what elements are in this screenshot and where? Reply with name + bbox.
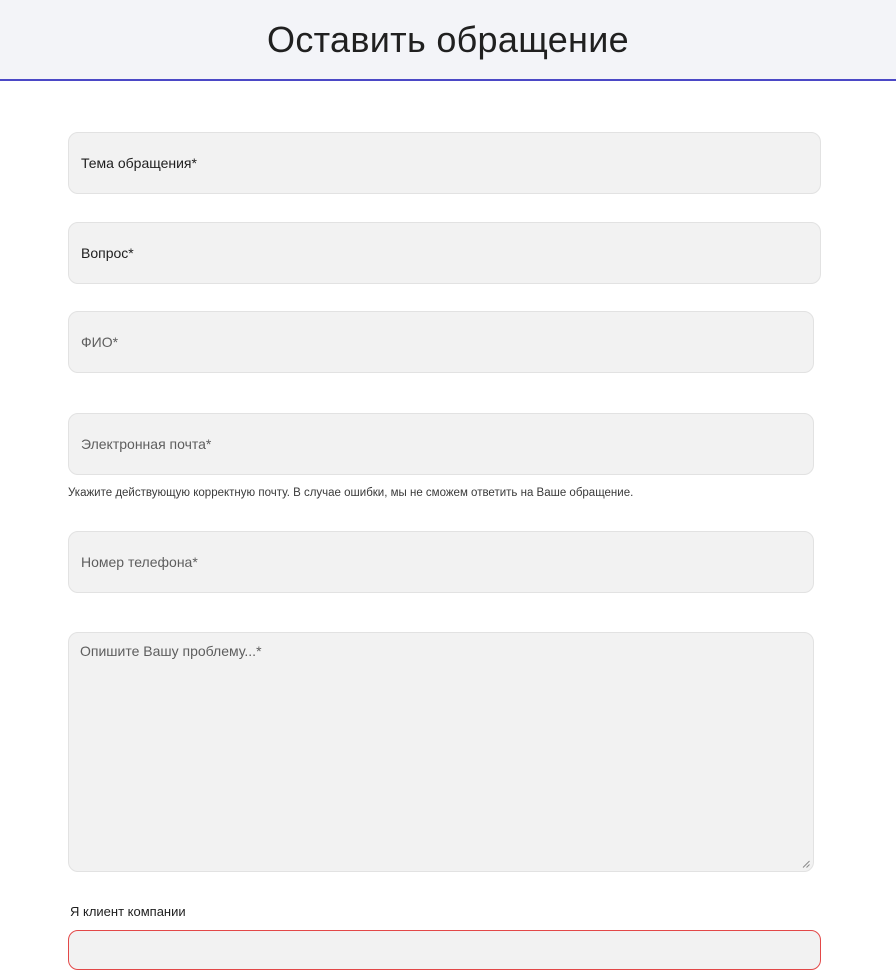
- phone-input[interactable]: [81, 554, 801, 570]
- client-label: Я клиент компании: [70, 904, 186, 919]
- phone-field[interactable]: [68, 531, 814, 593]
- resize-grip-icon[interactable]: [802, 860, 810, 868]
- problem-field[interactable]: [68, 632, 814, 872]
- email-field[interactable]: [68, 413, 814, 475]
- topic-select[interactable]: [68, 132, 821, 194]
- page-title: Оставить обращение: [267, 18, 629, 60]
- problem-textarea[interactable]: [80, 643, 802, 861]
- email-input[interactable]: [81, 436, 801, 452]
- fio-input[interactable]: [81, 334, 801, 350]
- client-select[interactable]: [68, 930, 821, 970]
- topic-select-label: Тема обращения*: [81, 155, 197, 171]
- question-select-label: Вопрос*: [81, 245, 134, 261]
- question-select[interactable]: [68, 222, 821, 284]
- page-header: [0, 0, 896, 81]
- fio-field[interactable]: [68, 311, 814, 373]
- email-hint: Укажите действующую корректную почту. В случае ошибки, мы не сможем ответить на Ваше обращение.: [68, 487, 634, 499]
